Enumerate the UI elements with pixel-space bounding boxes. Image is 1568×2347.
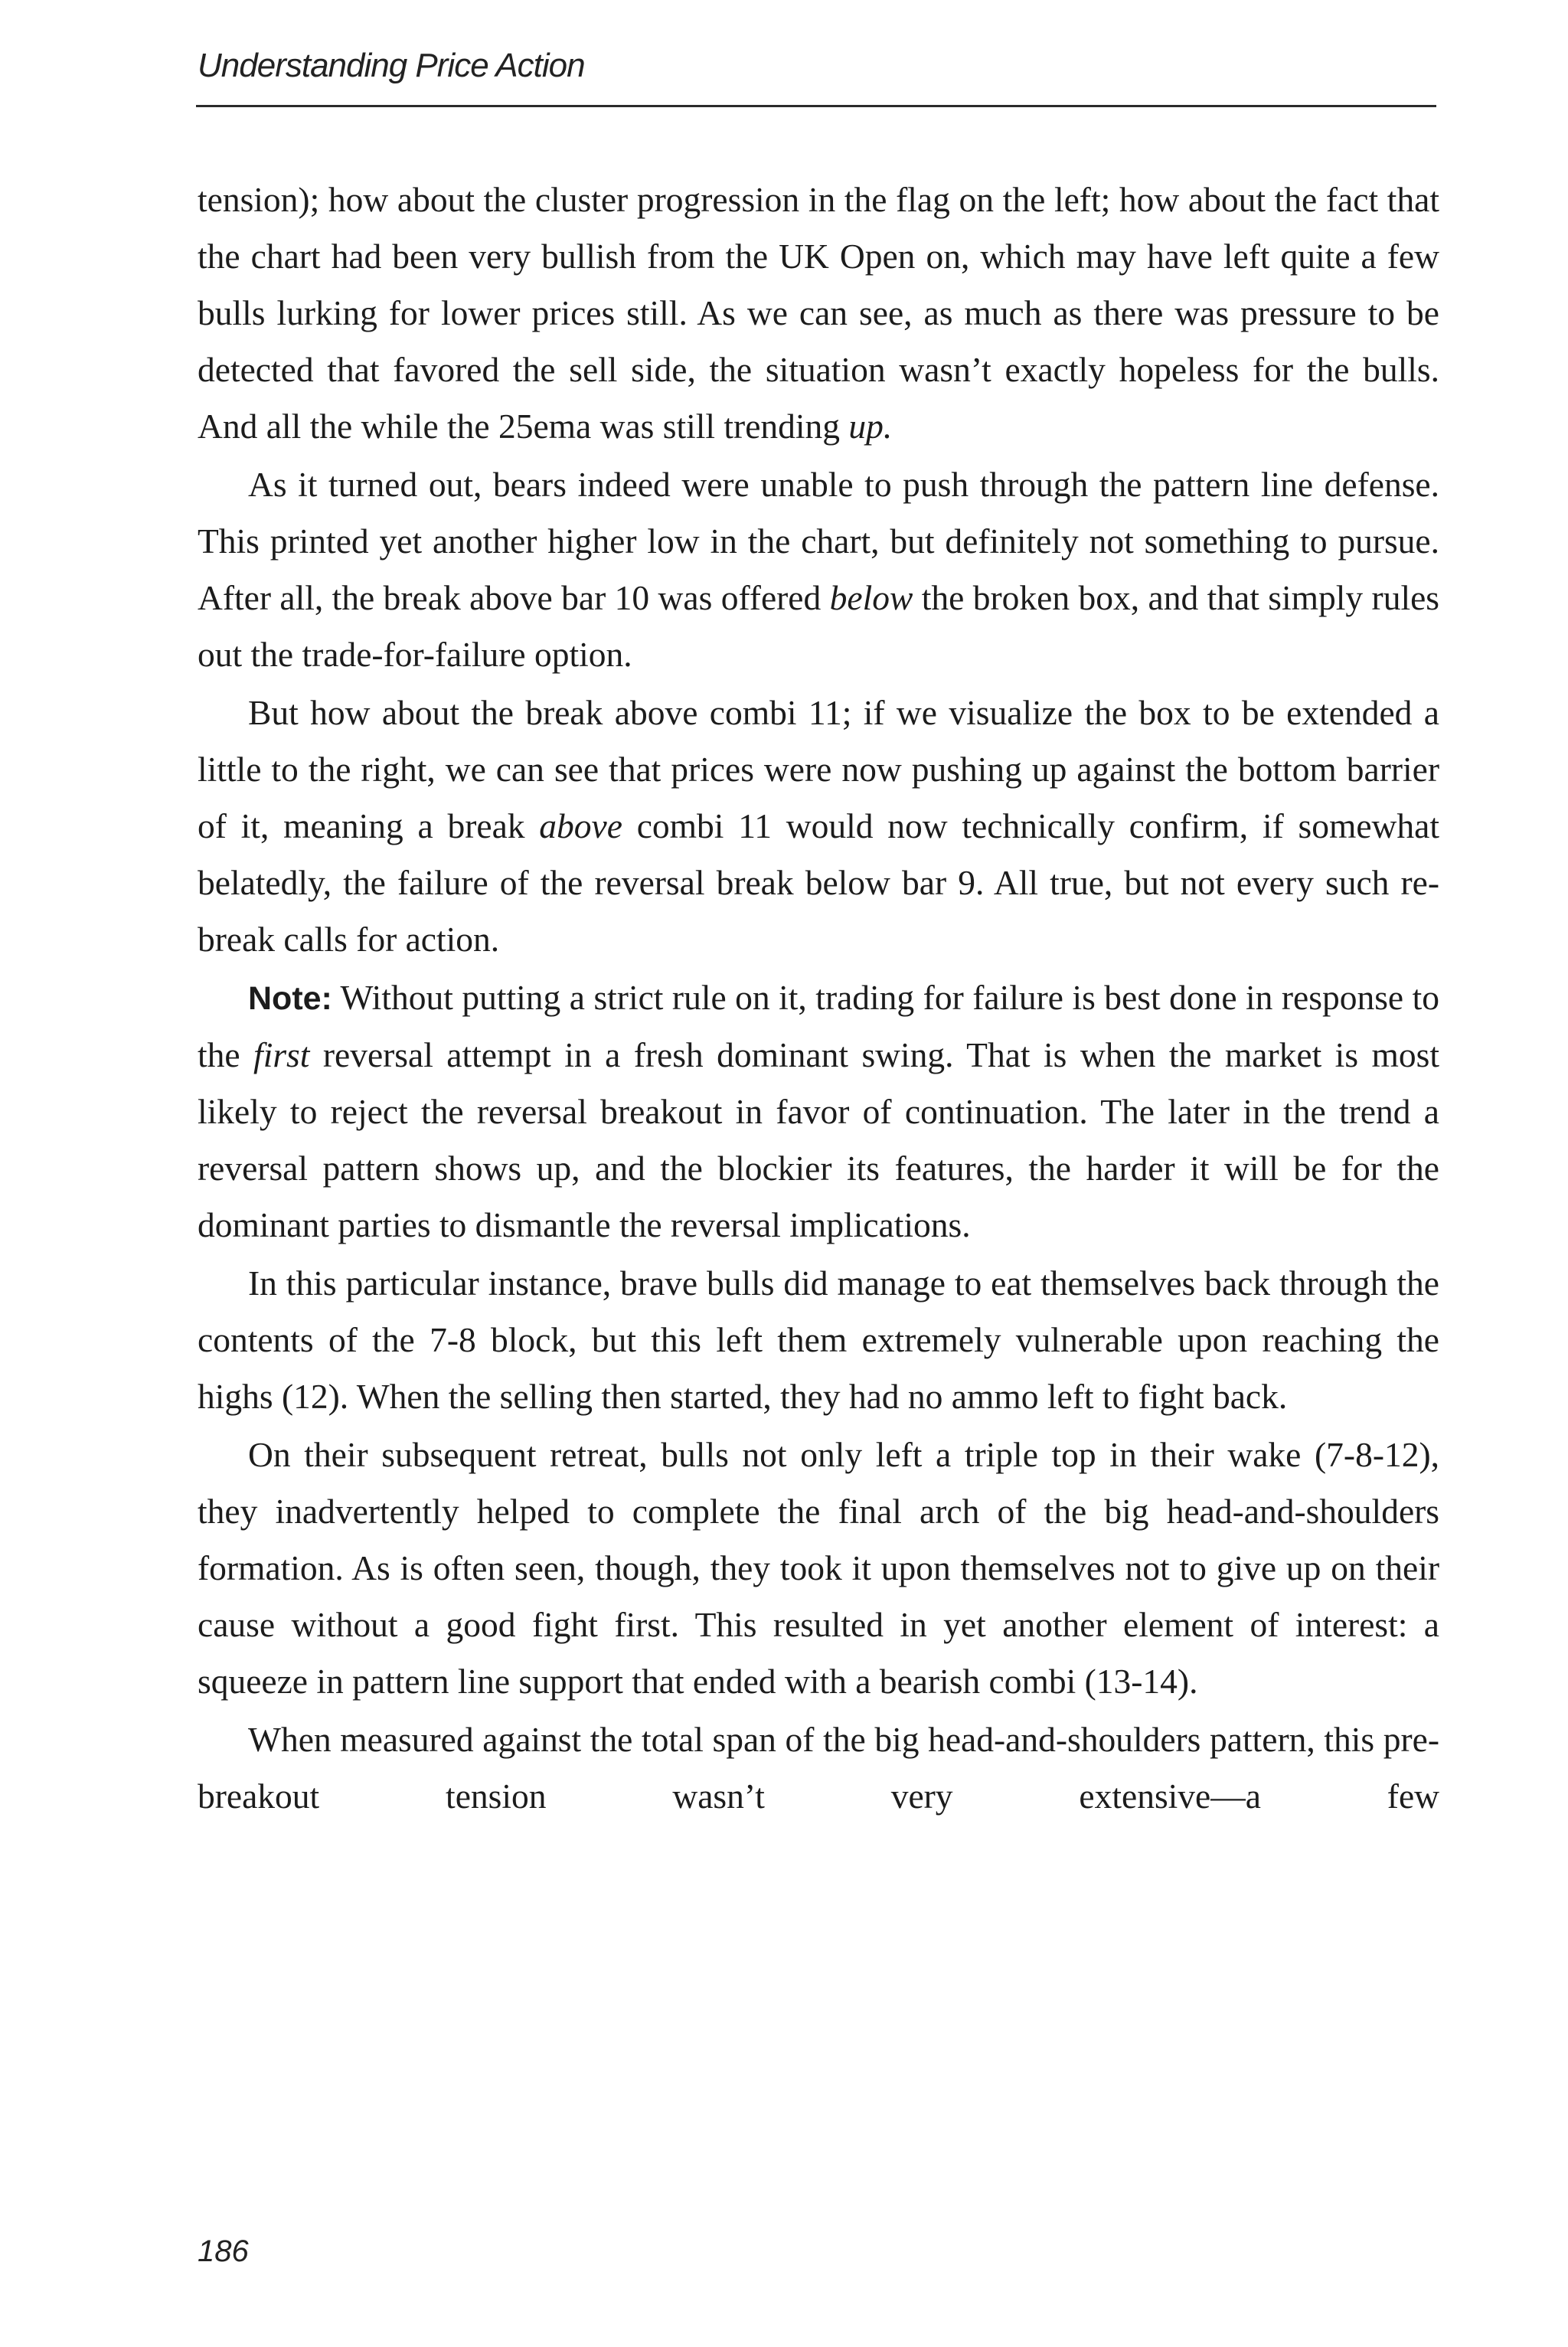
paragraph-3-text-b: combi 11 would now technically confirm, if somewhat belatedly, the failure of the reversal break below bar 9. All true, but not every such re-break calls for action. bbox=[198, 806, 1439, 959]
paragraph-4-note bbox=[198, 969, 1439, 1254]
paragraph-4-emphasis-first: first bbox=[253, 1035, 310, 1074]
paragraph-3-text-a: But how about the break above combi 11; if we visualize the box to be extended a little to the right, we can see that prices were now pushing up against the bottom barrier of it, meaning a break bbox=[198, 693, 1439, 845]
paragraph-6-text: On their subsequent retreat, bulls not only left a triple top in their wake (7-8-12), they inadvertently helped to complete the final arch of the big head-and-shoulders formation. As is often seen, though, they took it upon themselves not to give up on their cause without a good fight first. This resulted in yet another element of interest: a squeeze in pattern line support that ended with a bearish combi (13-14). bbox=[198, 1435, 1439, 1701]
paragraph-2-text-a: As it turned out, bears indeed were unable to push through the pattern line defense. This printed yet another higher low in the chart, but definitely not something to pursue. After all, the break above bar 10 was offered bbox=[198, 465, 1439, 617]
note-label: Note: bbox=[248, 980, 332, 1017]
paragraph-2 bbox=[198, 456, 1439, 683]
paragraph-3-emphasis-above: above bbox=[539, 806, 622, 845]
paragraph-5 bbox=[198, 1255, 1439, 1425]
paragraph-1-text: tension); how about the cluster progression in the flag on the left; how about the fact that the chart had been very bullish from the UK Open on, which may have left quite a few bulls lurking for lower prices still. As we can see, as much as there was pressure to be detected that favored the sell side, the situation wasn’t exactly hopeless for the bulls. And all the while the 25ema was still trending bbox=[198, 180, 1439, 446]
paragraph-7 bbox=[198, 1711, 1439, 1825]
paragraph-3 bbox=[198, 685, 1439, 968]
paragraph-6 bbox=[198, 1427, 1439, 1710]
page-header bbox=[196, 42, 1436, 111]
paragraph-7-text: When measured against the total span of the big head-and-shoulders pattern, this pre-breakout tension wasn’t very extensive—a few bbox=[198, 1720, 1439, 1816]
paragraph-4-text-a: Without putting a strict rule on it, trading for failure is best done in response to the bbox=[198, 978, 1439, 1074]
paragraph-1-emphasis-up: up. bbox=[848, 407, 893, 446]
paragraph-1 bbox=[198, 172, 1439, 455]
header-rule bbox=[196, 105, 1436, 107]
page-number: 186 bbox=[198, 2234, 249, 2268]
paragraph-4-text-b: reversal attempt in a fresh dominant swing. That is when the market is most likely to reject the reversal breakout in favor of continuation. The later in the trend a reversal pattern shows up, and the blockier its features, the harder it will be for the dominant parties to dismantle the reversal implications. bbox=[198, 1035, 1439, 1244]
running-head: Understanding Price Action bbox=[198, 47, 585, 84]
body-text bbox=[198, 172, 1439, 1825]
paragraph-5-text: In this particular instance, brave bulls did manage to eat themselves back through the contents of the 7-8 block, but this left them extremely vulnerable upon reaching the highs (12). When the selling then started, they had no ammo left to fight back. bbox=[198, 1263, 1439, 1416]
paragraph-2-emphasis-below: below bbox=[829, 578, 913, 617]
paragraph-2-text-b: the broken box, and that simply rules out the trade-for-failure option. bbox=[198, 578, 1439, 674]
